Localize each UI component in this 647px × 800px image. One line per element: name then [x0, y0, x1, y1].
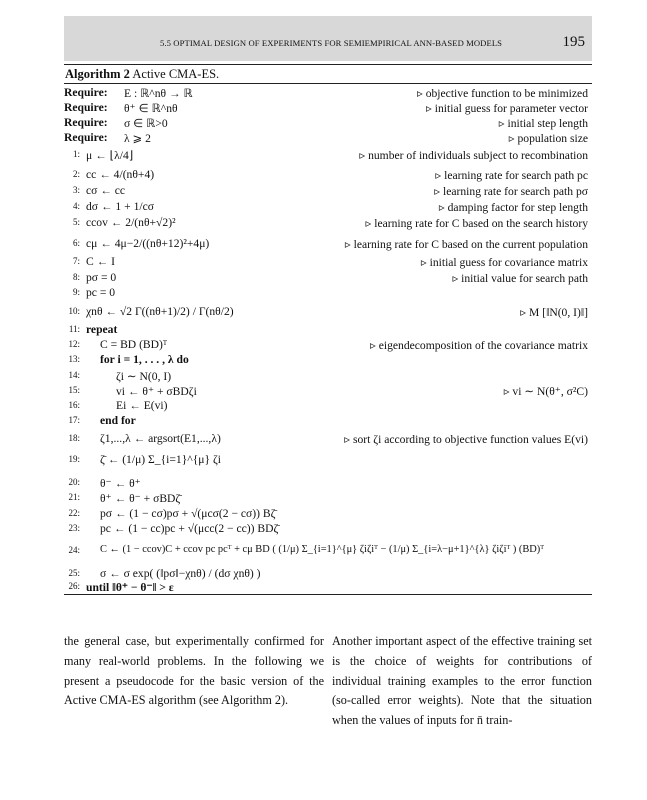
line-number: 25:	[68, 568, 80, 578]
line-number: 21:	[68, 492, 80, 502]
line-code: Ei ← E(vi)	[116, 399, 168, 412]
line-number: 24:	[68, 545, 80, 555]
line-code: C = BD (BD)ᵀ	[100, 338, 168, 351]
line-comment: ▹ vi ∼ N(θ⁺, σ²C)	[503, 385, 588, 398]
line-comment: ▹ learning rate for C based on the current population	[344, 238, 588, 251]
line-number: 8:	[72, 272, 80, 282]
running-title: 5.5 OPTIMAL DESIGN OF EXPERIMENTS FOR SEMIEMPIRICAL ANN-BASED MODELS	[160, 38, 503, 48]
line-code: σ ← σ exp( (‖pσ‖−χnθ) / (dσ χnθ) )	[100, 567, 261, 580]
line-code: χnθ ← √2 Γ((nθ+1)/2) / Γ(nθ/2)	[86, 305, 234, 318]
line-code: dσ ← 1 + 1/cσ	[86, 200, 154, 213]
page-number: 195	[562, 34, 585, 50]
require-keyword: Require:	[64, 101, 108, 114]
line-number: 23:	[68, 523, 80, 533]
body-column-right	[332, 632, 592, 731]
require-comment: ▹ initial guess for parameter vector	[426, 102, 588, 115]
line-code: θ⁻ ← θ⁺	[100, 477, 141, 490]
algorithm-title	[65, 67, 219, 82]
rule-top	[64, 64, 592, 65]
line-comment: ▹ initial guess for covariance matrix	[420, 256, 588, 269]
line-code: pσ = 0	[86, 271, 117, 284]
line-number: 1:	[72, 149, 80, 159]
line-number: 13:	[68, 354, 80, 364]
line-number: 4:	[72, 201, 80, 211]
line-number: 22:	[68, 508, 80, 518]
require-comment: ▹ initial step length	[498, 117, 588, 130]
line-number: 17:	[68, 415, 80, 425]
line-number: 6:	[72, 238, 80, 248]
line-code: for i = 1, . . . , λ do	[100, 353, 189, 366]
line-number: 26:	[68, 581, 80, 591]
require-comment: ▹ population size	[508, 132, 588, 145]
require-code: λ ⩾ 2	[124, 132, 151, 145]
running-header	[64, 16, 592, 61]
line-number: 10:	[68, 306, 80, 316]
line-comment: ▹ number of individuals subject to recombination	[359, 149, 588, 162]
line-code: cσ ← cc	[86, 184, 126, 197]
line-comment: ▹ learning rate for search path pσ	[434, 185, 588, 198]
line-code: μ ← ⌊λ/4⌋	[86, 149, 134, 162]
line-code: cc ← 4/(nθ+4)	[86, 168, 155, 181]
line-number: 9:	[72, 287, 80, 297]
line-code: end for	[100, 414, 136, 427]
line-code: pc ← (1 − cc)pc + √(μcc(2 − cc)) BDζ̄	[100, 522, 279, 535]
line-comment: ▹ damping factor for step length	[438, 201, 588, 214]
line-number: 14:	[68, 370, 80, 380]
line-code: θ⁺ ← θ⁻ + σBDζ̄	[100, 492, 181, 505]
line-comment: ▹ initial value for search path	[452, 272, 588, 285]
line-number: 11:	[68, 324, 80, 334]
line-comment: ▹ sort ζi according to objective function values E(vi)	[344, 433, 588, 446]
body-paragraph: Another important aspect of the effective training set is the choice of weights for contributions of individual training examples to the error function (so-called error weights). Note that the situation when the values of inputs for n̄ train-	[332, 634, 592, 728]
line-number: 3:	[72, 185, 80, 195]
body-column-left	[64, 632, 324, 711]
require-comment: ▹ objective function to be minimized	[417, 87, 588, 100]
line-number: 2:	[72, 169, 80, 179]
require-keyword: Require:	[64, 86, 108, 99]
line-code: cμ ← 4μ−2/((nθ+12)²+4μ)	[86, 237, 210, 250]
line-comment: ▹ learning rate for search path pc	[435, 169, 588, 182]
line-number: 18:	[68, 433, 80, 443]
line-number: 5:	[72, 217, 80, 227]
line-code: ζ̄ ← (1/μ) Σ_{i=1}^{μ} ζi	[100, 453, 221, 466]
require-keyword: Require:	[64, 131, 108, 144]
line-code: ccov ← 2/(nθ+√2)²	[86, 216, 176, 229]
line-number: 15:	[68, 385, 80, 395]
algorithm-box	[64, 64, 592, 596]
line-number: 16:	[68, 400, 80, 410]
line-comment: ▹ learning rate for C based on the search history	[365, 217, 588, 230]
algorithm-name: Active CMA-ES.	[132, 67, 220, 81]
line-code: pσ ← (1 − cσ)pσ + √(μcσ(2 − cσ)) Bζ̄	[100, 507, 276, 520]
rule-mid	[64, 83, 592, 84]
line-code: pc = 0	[86, 286, 116, 299]
line-code: C ← I	[86, 255, 115, 268]
line-code: ζi ∼ N(0, I)	[116, 370, 172, 383]
line-code: repeat	[86, 323, 118, 336]
require-code: θ⁺ ∈ ℝ^nθ	[124, 102, 178, 115]
line-comment: ▹ eigendecomposition of the covariance matrix	[370, 339, 588, 352]
line-comment: ▹ M [‖N(0, I)‖]	[520, 306, 588, 319]
line-number: 20:	[68, 477, 80, 487]
line-code: ζ1,...,λ ← argsort(E1,...,λ)	[100, 432, 221, 445]
line-number: 19:	[68, 454, 80, 464]
require-keyword: Require:	[64, 116, 108, 129]
line-code: C ← (1 − ccov)C + ccov pc pcᵀ + cμ BD ( (1/μ) Σ_{i=1}^{μ} ζiζiᵀ − (1/μ) Σ_{i=λ−μ+1}^{λ} ζiζiᵀ ) (BD)ᵀ	[100, 544, 545, 555]
body-paragraph: the general case, but experimentally confirmed for many real-world problems. In the following we present a pseudocode for the basic version of the Active CMA-ES algorithm (see Algorithm 2).	[64, 634, 324, 708]
rule-bottom	[64, 594, 592, 595]
line-number: 12:	[68, 339, 80, 349]
line-number: 7:	[72, 256, 80, 266]
require-code: E : ℝ^nθ → ℝ	[124, 87, 193, 100]
line-code: vi ← θ⁺ + σBDζi	[116, 385, 197, 398]
algorithm-label: Algorithm 2	[65, 67, 130, 81]
require-code: σ ∈ ℝ>0	[124, 117, 168, 130]
line-code: until ‖θ⁺ − θ⁻‖ > ε	[86, 581, 174, 594]
